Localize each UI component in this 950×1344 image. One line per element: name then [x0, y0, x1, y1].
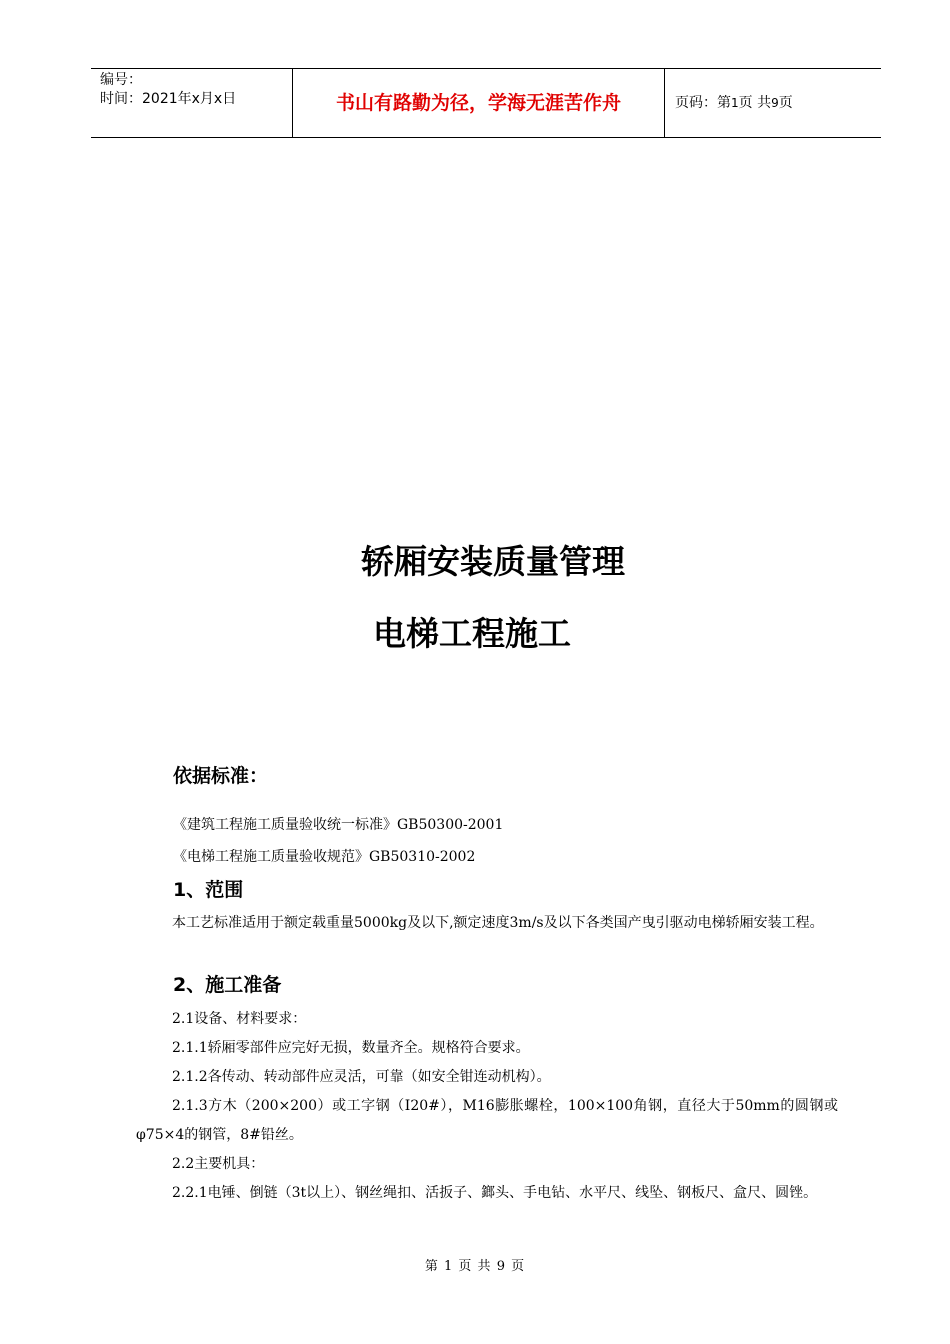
page-total: 9 — [771, 96, 779, 110]
basis-heading: 依据标准： — [173, 765, 269, 787]
paragraph-2-1-2: 2.1.2各传动、转动部件应灵活，可靠（如安全钳连动机构）。 — [172, 1069, 551, 1085]
document-time: 时间：2021年x月x日 — [100, 91, 237, 107]
paragraph-2-2: 2.2主要机具： — [172, 1156, 265, 1172]
page-prefix: 页码：第 — [675, 95, 731, 111]
page-mid: 页 共 — [738, 95, 772, 111]
basis-standard-1: 《建筑工程施工质量验收统一标准》GB50300-2001 — [173, 817, 504, 833]
section-heading-preparation: 2、施工准备 — [173, 974, 282, 996]
paragraph-2-1-1: 2.1.1轿厢零部件应完好无损，数量齐全。规格符合要求。 — [172, 1040, 530, 1056]
scope-paragraph: 本工艺标准适用于额定载重量5000kg及以下,额定速度3m/s及以下各类国产曳引驱动电梯轿厢安装工程。 — [172, 915, 824, 931]
header-motto: 书山有路勤为径，学海无涯苦作舟 — [335, 92, 621, 114]
page-footer: 第 1 页 共 9 页 — [424, 1259, 526, 1274]
header-page-indicator — [675, 92, 793, 114]
page-current: 1 — [731, 96, 739, 110]
document-number-label: 编号： — [100, 72, 142, 88]
paragraph-2-2-1: 2.2.1电锤、倒链（3t以上）、钢丝绳扣、活扳子、鎯头、手电钻、水平尺、线坠、钢板尺、盒尺、圆锉。 — [172, 1185, 818, 1201]
header-meta — [100, 71, 236, 109]
document-title-line1: 轿厢安装质量管理 — [361, 542, 625, 581]
page-header — [91, 68, 881, 138]
section-heading-scope: 1、范围 — [173, 879, 244, 901]
page-suffix: 页 — [778, 95, 793, 111]
paragraph-2-1-3: 2.1.3方木（200×200）或工字钢（I20#），M16膨胀螺栓，100×100角钢，直径大于50mm的圆钢或φ75×4的钢管，8#铅丝。 — [136, 1098, 838, 1143]
basis-standard-2: 《电梯工程施工质量验收规范》GB50310-2002 — [173, 849, 476, 865]
header-divider — [664, 69, 665, 137]
paragraph-2-1: 2.1设备、材料要求： — [172, 1011, 307, 1027]
document-title-line2: 电梯工程施工 — [373, 614, 571, 653]
